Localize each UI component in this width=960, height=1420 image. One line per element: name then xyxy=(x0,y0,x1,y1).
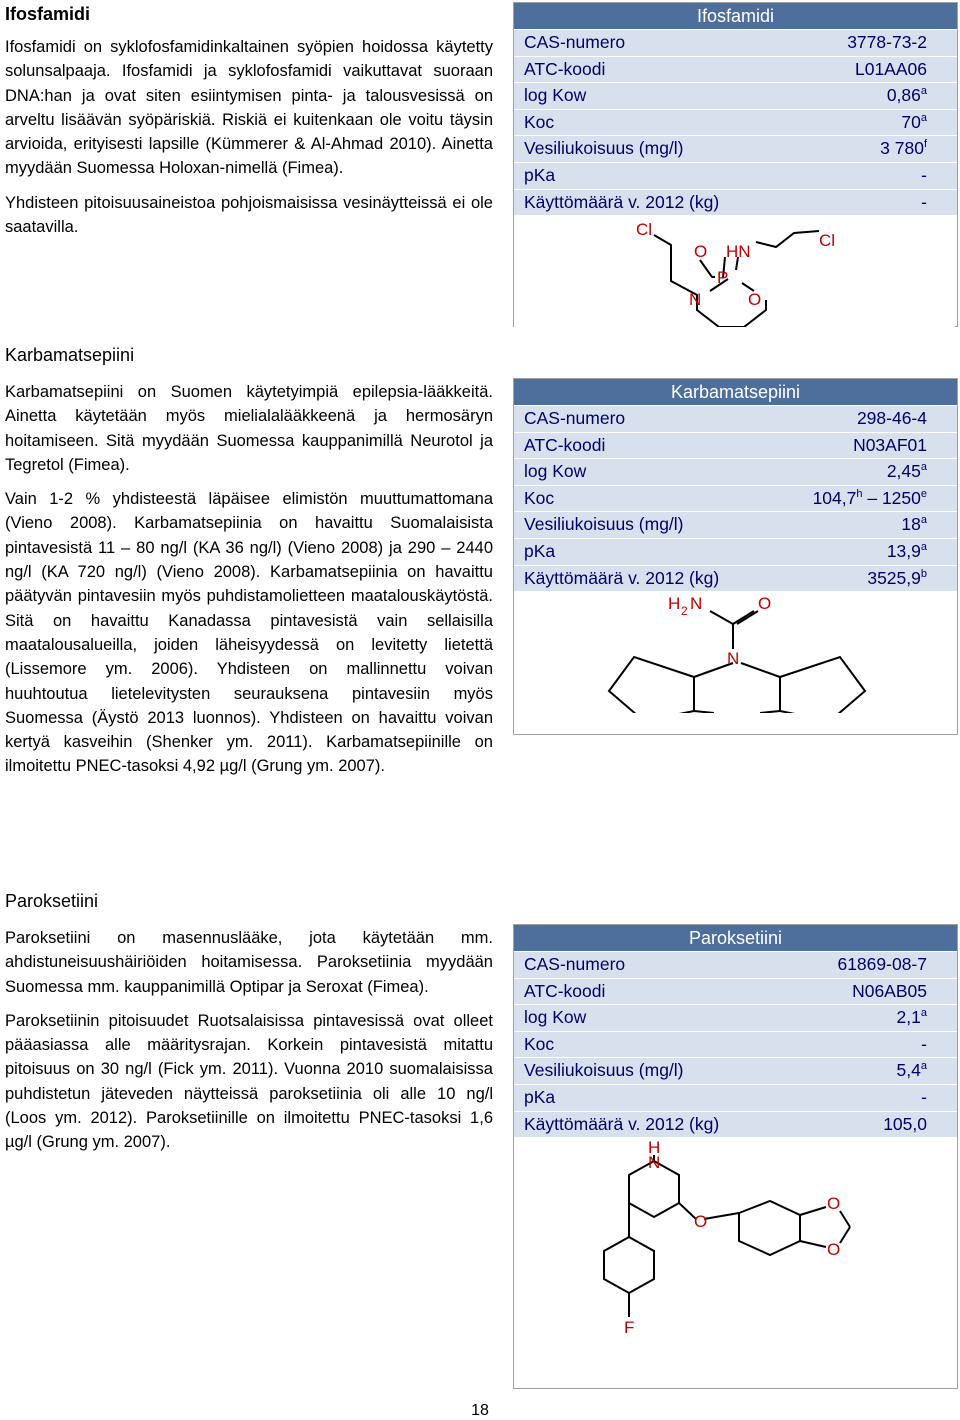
atom-label: Cl xyxy=(636,220,653,240)
row-label: pKa xyxy=(524,164,556,185)
row-label: Vesiliukoisuus (mg/l) xyxy=(524,514,684,535)
row-label: Koc xyxy=(524,1033,555,1054)
row-value: 2,1$^a$ xyxy=(896,1007,927,1028)
atom-label: O xyxy=(748,290,762,310)
row-label: CAS-numero xyxy=(524,32,626,52)
table-row xyxy=(514,538,957,565)
table-row xyxy=(514,82,957,109)
row-label: Vesiliukoisuus (mg/l) xyxy=(524,1060,684,1081)
atom-label: 2 xyxy=(681,604,688,619)
row-value: - xyxy=(921,164,927,185)
row-value: 0,86$^a$ xyxy=(886,85,927,106)
table-row xyxy=(514,1084,957,1111)
row-label: pKa xyxy=(524,1086,556,1107)
row-label: Koc xyxy=(524,487,555,508)
atom-label: P xyxy=(717,268,729,288)
row-value: 13,9$^a$ xyxy=(886,540,927,561)
atom-label: N xyxy=(690,594,703,614)
row-value: 104,7$^h$ – 1250e xyxy=(812,487,927,508)
karbamatsepiini-text xyxy=(5,344,493,789)
table-row xyxy=(514,978,957,1005)
paroksetiini-structure xyxy=(514,1137,955,1367)
section-heading: Paroksetiini xyxy=(5,891,99,911)
row-value: 2,45$^a$ xyxy=(886,461,927,482)
table-row xyxy=(514,951,957,978)
row-value: 5,4$^a$ xyxy=(896,1060,927,1081)
table-row xyxy=(514,432,957,459)
row-value: 18$^a$ xyxy=(901,514,927,535)
table-row xyxy=(514,135,957,162)
row-value: N03AF01 xyxy=(853,434,927,455)
table-row xyxy=(514,511,957,538)
atom-label: HN xyxy=(726,242,751,262)
section-heading: Ifosfamidi xyxy=(5,4,91,24)
atom-label: O xyxy=(827,1240,841,1260)
row-value: 298-46-4 xyxy=(856,408,927,428)
paragraph: Vain 1-2 % yhdisteestä läpäisee elimistön muuttumattomana (Vieno 2008). Karbamatsepiinia on havaittu Suomalaisista pintavesistä 11 – 80 ng/l (KA 36 ng/l) (Vieno 2008) ja 290 – 2440 ng/l (KA 720 ng/l) (Vieno 2008). Karbamatsepiinia on havaittu päätyvän pintavesiin myös puhdistamolietteen maatalouskäytöstä. Sitä on havaittu Kanadassa pintavesistä vain sellaisilla maatalousalueilla, joiden läheisyydessä on levitetty lietettä (Lissemore ym. 2006). Yhdisteen on mallinnettu voivan huuhtoutua lietelevitysten seurauksena pintavesiin myös Suomessa (Äystö 2013 luonnos). Yhdisteen on havaittu voivan kertyä kasveihin (Shenker ym. 2011). Karbamatsepiinille on ilmoitettu PNEC-tasoksi 4,92 µg/l (Grung ym. 2007). xyxy=(5,490,493,776)
table-title: Paroksetiini xyxy=(514,925,957,951)
atom-label: F xyxy=(624,1318,635,1338)
row-value: 61869-08-7 xyxy=(837,954,927,974)
row-value: 105,0 xyxy=(883,1113,927,1134)
row-label: Käyttömäärä v. 2012 (kg) xyxy=(524,191,720,212)
paragraph: Yhdisteen pitoisuusaineistoa pohjoismaisissa vesinäytteissä ei ole saatavilla. xyxy=(5,193,493,237)
row-value: - xyxy=(921,191,927,212)
row-label: ATC-koodi xyxy=(524,434,606,455)
row-value: L01AA06 xyxy=(854,58,927,79)
paragraph: Paroksetiini on masennuslääke, jota käytetään mm. ahdistuneisuushäiriöiden hoitamisessa. Paroksetiinia myydään Suomessa mm. kauppanimillä Optipar ja Seroxat (Fimea). xyxy=(5,929,493,996)
paragraph: Paroksetiinin pitoisuudet Ruotsalaisissa pintavesissä ovat olleet pääasiassa alle määritysrajan. Korkein pintavesistä mitattu pitoisuus on 30 ng/l (Fick ym. 2011). Vuonna 2010 suomalaisissa puhdistetun jäteveden näytteissä paroksetiinia oli alle 10 ng/l (Loos ym. 2012). Paroksetiinille on ilmoitettu PNEC-tasoksi 1,6 µg/l (Grung ym. 2007). xyxy=(5,1011,493,1152)
table-row xyxy=(514,458,957,485)
atom-label: O xyxy=(827,1194,841,1214)
section-heading: Karbamatsepiini xyxy=(5,345,135,365)
table-row xyxy=(514,29,957,56)
atom-label: N xyxy=(727,649,740,669)
row-value: 3525,9$^b$ xyxy=(867,567,927,588)
row-label: pKa xyxy=(524,540,556,561)
row-value: 70$^a$ xyxy=(901,111,927,132)
paroksetiini-data-table xyxy=(513,924,958,1389)
ifosfamidi-text xyxy=(5,3,493,249)
atom-label: Cl xyxy=(819,231,836,251)
table-row xyxy=(514,189,957,216)
atom-label: N xyxy=(689,290,702,310)
paroksetiini-text xyxy=(5,890,493,1165)
atom-label: H xyxy=(668,594,681,614)
atom-label: O xyxy=(694,1212,708,1232)
atom-label: O xyxy=(758,594,772,614)
table-row xyxy=(514,1057,957,1084)
karbamatsepiini-data-table xyxy=(513,378,958,735)
atom-label: O xyxy=(694,242,708,262)
row-label: log Kow xyxy=(524,1007,587,1028)
table-row xyxy=(514,485,957,512)
row-value: N06AB05 xyxy=(852,980,927,1001)
table-row xyxy=(514,56,957,83)
table-row xyxy=(514,109,957,136)
row-value: - xyxy=(921,1033,927,1054)
row-label: Vesiliukoisuus (mg/l) xyxy=(524,138,684,159)
row-label: CAS-numero xyxy=(524,954,626,974)
ifosfamidi-structure xyxy=(514,215,955,327)
row-label: Koc xyxy=(524,111,555,132)
row-value: 3778-73-2 xyxy=(847,32,927,52)
paragraph: Ifosfamidi on syklofosfamidinkaltainen syöpien hoidossa käytetty solunsalpaaja. Ifosfamidi ja syklofosfamidi vaikuttavat suoraan DNA:han ja ovat siten esiintymisen pinta- ja talousvesissä on arveltu lisäävän syöpäriskiä. Riskiä ei kuitenkaan ole voitu täysin arvioida, erityisesti lapsille (Kümmerer & Al-Ahmad 2010). Ainetta myydään Suomessa Holoxan-nimellä (Fimea). xyxy=(5,38,493,178)
atom-label: H xyxy=(648,1138,661,1158)
table-row xyxy=(514,405,957,432)
table-title: Karbamatsepiini xyxy=(514,379,957,405)
row-label: Käyttömäärä v. 2012 (kg) xyxy=(524,567,720,588)
row-value: 3 780$^f$ xyxy=(880,138,927,159)
row-value: - xyxy=(921,1086,927,1107)
row-label: Käyttömäärä v. 2012 (kg) xyxy=(524,1113,720,1134)
karbamatsepiini-structure xyxy=(514,591,955,713)
row-label: ATC-koodi xyxy=(524,980,606,1001)
page-number: 18 xyxy=(471,1402,489,1419)
table-row xyxy=(514,162,957,189)
row-label: ATC-koodi xyxy=(524,58,606,79)
table-row xyxy=(514,565,957,592)
atom-label: N xyxy=(648,1153,661,1173)
table-row xyxy=(514,1031,957,1058)
table-row xyxy=(514,1004,957,1031)
paragraph: Karbamatsepiini on Suomen käytetyimpiä epilepsia-lääkkeitä. Ainetta käytetään myös mielialalääkkeenä ja hermosäryn hoitamiseen. Sitä myydään Suomessa kauppanimillä Neurotol ja Tegretol (Fimea). xyxy=(5,383,493,474)
row-label: log Kow xyxy=(524,85,587,106)
ifosfamidi-data-table xyxy=(513,2,958,327)
table-row xyxy=(514,1111,957,1138)
row-label: log Kow xyxy=(524,461,587,482)
table-title: Ifosfamidi xyxy=(514,3,957,29)
row-label: CAS-numero xyxy=(524,408,626,428)
